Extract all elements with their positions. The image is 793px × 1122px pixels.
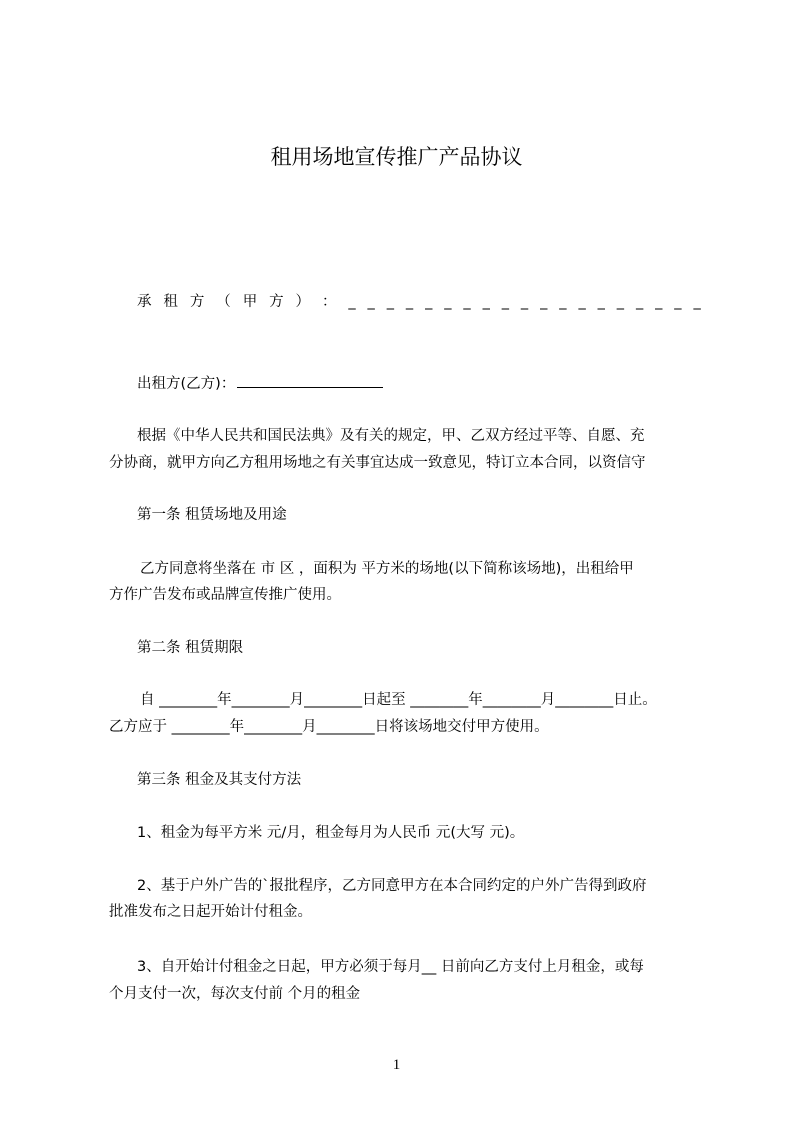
lessee-blank: _	[693, 294, 701, 310]
lessee-line	[137, 291, 701, 313]
lessee-blank: _	[578, 294, 586, 310]
page-number: 1	[392, 1057, 401, 1073]
lessee-char: 承	[137, 294, 152, 310]
article-2-line-2: 乙方应于 ________年________月________日将该场地交付甲方使用。	[109, 719, 549, 735]
article-2-heading: 第二条 租赁期限	[137, 640, 244, 656]
article-3-item-1: 1、租金为每平方米 元/月，租金每月为人民币 元(大写 元)。	[137, 825, 525, 841]
lessee-blank: _	[367, 294, 375, 310]
article-3-item-3-line-2: 个月支付一次，每次支付前 个月的租金	[109, 986, 361, 1002]
lessee-char: 方	[189, 294, 205, 310]
lessee-char: （	[216, 294, 231, 310]
lessee-blank: _	[597, 294, 605, 310]
lessee-blank: _	[482, 294, 490, 310]
lessee-blank: _	[386, 294, 394, 310]
lessor-blank	[237, 371, 383, 388]
lessee-blank: _	[348, 294, 356, 310]
lessee-blank: _	[616, 294, 625, 310]
lessee-blank: _	[405, 294, 414, 310]
lessee-char: ：	[321, 294, 337, 310]
article-3-item-3-line-1: 3、自开始计付租金之日起，甲方必须于每月__ 日前向乙方支付上月租金，或每	[137, 959, 644, 975]
lessee-char: 方	[269, 294, 284, 310]
preamble-line-1: 根据《中华人民共和国民法典》及有关的规定，甲、乙双方经过平等、自愿、充	[137, 428, 645, 444]
article-1-heading: 第一条 租赁场地及用途	[137, 507, 287, 523]
lessee-char: 租	[163, 294, 178, 310]
article-3-item-2-line-2: 批准发布之日起开始计付租金。	[109, 904, 312, 920]
article-2-line-1: 自 ________年________月________日起至 ________年________月________日止。	[140, 692, 657, 708]
article-3-item-2-line-1: 2、基于户外广告的`报批程序，乙方同意甲方在本合同约定的户外广告得到政府	[137, 878, 647, 894]
lessee-char: 甲	[242, 294, 258, 310]
lessee-blank: _	[540, 294, 548, 310]
lessee-blank: _	[655, 294, 663, 310]
lessee-blank: _	[425, 294, 433, 310]
lessor-line	[137, 371, 383, 395]
lessee-blank: _	[635, 294, 644, 310]
lessee-blank: _	[463, 294, 471, 310]
lessee-blank: _	[559, 294, 567, 310]
lessee-blank: _	[444, 294, 452, 310]
lessor-label: 出租方(乙方)：	[137, 376, 236, 392]
document-title: 租用场地宣传推广产品协议	[270, 145, 523, 169]
article-1-line-2: 方作广告发布或品牌宣传推广使用。	[109, 587, 341, 603]
lessee-char: ）	[295, 294, 311, 310]
article-3-heading: 第三条 租金及其支付方法	[137, 772, 302, 788]
lessee-blank: _	[501, 294, 509, 310]
lessee-blank: _	[674, 294, 682, 310]
lessee-blank: _	[520, 294, 529, 310]
article-1-line-1: 乙方同意将坐落在 市 区 ，面积为 平方米的场地(以下简称该场地)，出租给甲	[140, 561, 634, 577]
preamble-line-2: 分协商，就甲方向乙方租用场地之有关事宜达成一致意见，特订立本合同，以资信守	[109, 455, 646, 471]
